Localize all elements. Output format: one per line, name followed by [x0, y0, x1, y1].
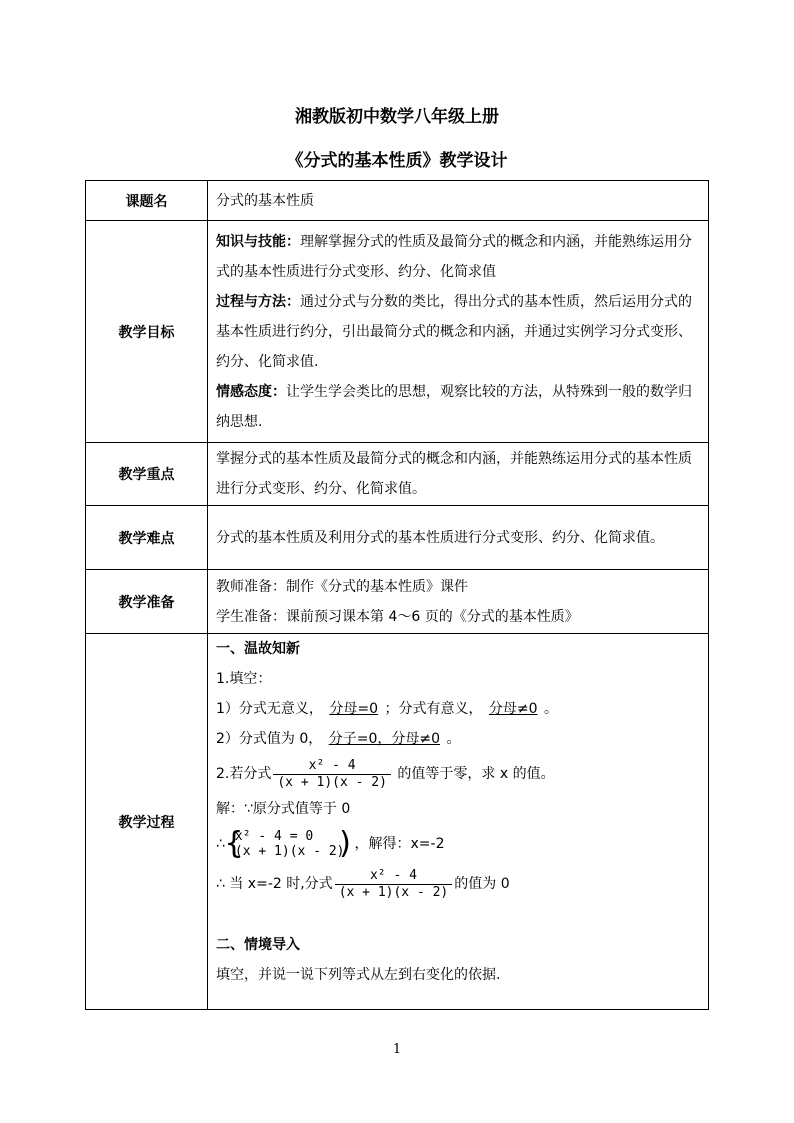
item1-line — [216, 694, 701, 724]
doc-title-line2: 《分式的基本性质》教学设计 — [286, 151, 508, 171]
item1-answer2: 分母≠0 — [488, 701, 538, 717]
page-number: 1 — [392, 1042, 402, 1057]
row-goals — [86, 221, 709, 443]
item1-text-a: 1）分式无意义， — [216, 701, 323, 717]
process-content — [208, 634, 709, 1010]
process-heading: 过程与方法： — [216, 293, 300, 310]
row-topic — [86, 181, 709, 221]
row-preparation — [86, 570, 709, 634]
preparation-label: 教学准备 — [86, 570, 208, 634]
right-paren-icon: ) — [336, 826, 355, 861]
item1-text-c: 。 — [544, 701, 559, 717]
context-instruction: 填空，并说一说下列等式从左到右变化的依据. — [216, 967, 501, 983]
teacher-prep: 教师准备：制作《分式的基本性质》课件 — [216, 578, 468, 595]
difficulties-value: 分式的基本性质及利用分式的基本性质进行分式变形、约分、化简求值。 — [208, 506, 709, 570]
fraction-numerator: x² - 4 — [308, 757, 356, 773]
item1-answer1: 分母=0 — [329, 701, 379, 717]
fill-blank-intro: 1.填空： — [216, 671, 272, 687]
question2-text-b: 的值等于零，求 x 的值。 — [397, 766, 555, 782]
fraction-denominator: (x + 1)(x - 2) — [273, 774, 391, 791]
goals-content — [208, 221, 709, 443]
conclusion-text-a: ∴ 当 x=-2 时,分式 — [216, 876, 333, 892]
goals-label: 教学目标 — [86, 221, 208, 443]
therefore-symbol: ∴ — [216, 836, 225, 852]
attitude-heading: 情感态度： — [216, 383, 286, 400]
row-key-points — [86, 443, 709, 506]
question2-text-a: 2.若分式 — [216, 766, 272, 782]
preparation-content — [208, 570, 709, 634]
student-prep: 学生准备：课前预习课本第 4～6 页的《分式的基本性质》 — [216, 608, 579, 625]
row-process — [86, 634, 709, 1010]
question2-line — [216, 754, 701, 794]
attitude-text: 让学生学会类比的思想，观察比较的方法，从特殊到一般的数学归纳思想. — [216, 383, 692, 430]
conclusion-line — [216, 864, 701, 904]
equation-system — [224, 826, 355, 861]
system-equation-2: (x + 1)(x - 2) — [234, 844, 345, 859]
item2-answer: 分子=0，分母≠0 — [328, 731, 440, 747]
question2-fraction — [273, 758, 391, 791]
key-points-value: 掌握分式的基本性质及最简分式的概念和内涵，并能熟练运用分式的基本性质进行分式变形、约分、化简求值。 — [208, 443, 709, 506]
item1-text-b: ；分式有意义， — [384, 701, 483, 717]
lesson-plan-table — [85, 180, 709, 1010]
conclusion-denominator: (x + 1)(x - 2) — [335, 884, 453, 901]
process-text: 通过分式与分数的类比，得出分式的基本性质，然后运用分式的基本性质进行约分，引出最简分式的概念和内涵，并通过实例学习分式变形、约分、化简求值. — [216, 293, 692, 370]
process-label: 教学过程 — [86, 634, 208, 1010]
solution-line: 解：∵原分式值等于 0 — [216, 801, 351, 817]
section-review-heading: 一、温故知新 — [216, 641, 300, 657]
section-context-heading: 二、情境导入 — [216, 937, 300, 953]
key-points-label: 教学重点 — [86, 443, 208, 506]
knowledge-heading: 知识与技能： — [216, 233, 300, 250]
conclusion-fraction — [335, 868, 453, 901]
conclusion-text-b: 的值为 0 — [454, 876, 510, 892]
left-brace-icon: { — [224, 826, 243, 861]
system-line — [216, 824, 701, 864]
item2-line — [216, 724, 701, 754]
topic-value: 分式的基本性质 — [208, 181, 709, 221]
difficulties-label: 教学难点 — [86, 506, 208, 570]
system-equation-1: x² - 4 = 0 — [234, 829, 314, 844]
item2-text-a: 2）分式值为 0， — [216, 731, 323, 747]
row-difficulties — [86, 506, 709, 570]
solve-text: ，解得：x=-2 — [354, 836, 445, 852]
topic-label: 课题名 — [86, 181, 208, 221]
knowledge-text: 理解掌握分式的性质及最简分式的概念和内涵，并能熟练运用分式的基本性质进行分式变形、约分、化简求值 — [216, 233, 692, 280]
doc-title-line1: 湘教版初中数学八年级上册 — [295, 107, 499, 127]
conclusion-numerator: x² - 4 — [369, 867, 417, 883]
item2-text-c: 。 — [446, 731, 461, 747]
